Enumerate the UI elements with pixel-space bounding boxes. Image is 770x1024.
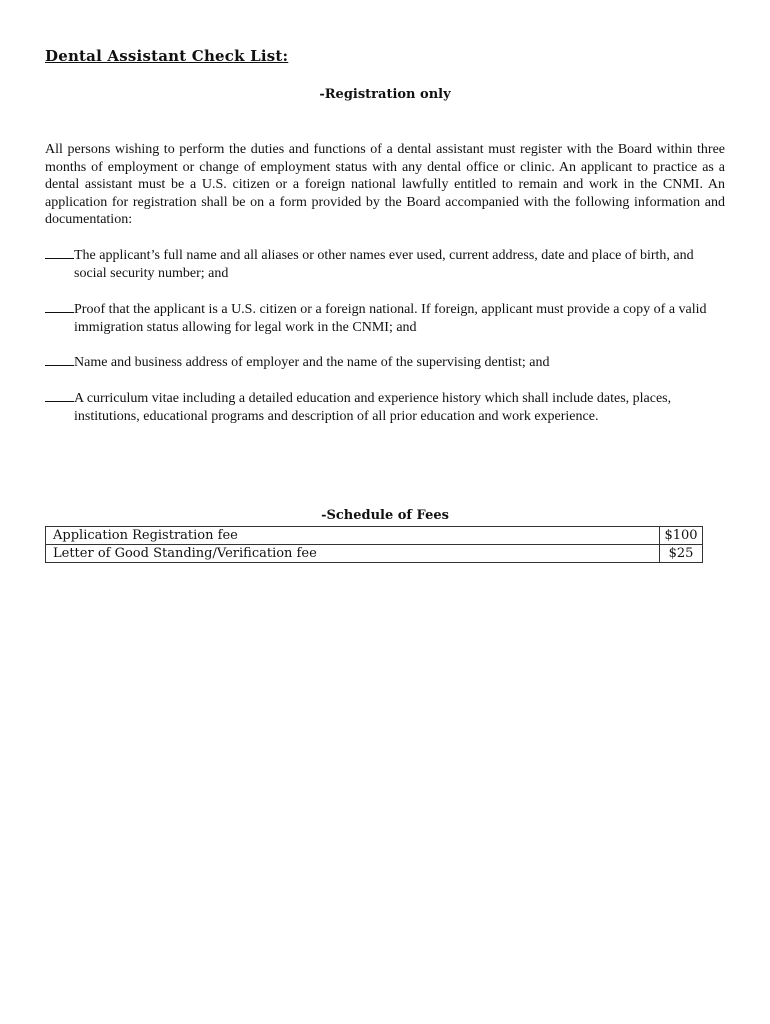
table-row: [46, 545, 703, 563]
fee-amount: $100: [660, 527, 703, 545]
checklist-item-text: A curriculum vitae including a detailed education and experience history which shall include dates, places, institutions, educational programs and description of all prior education and work experience.: [74, 391, 672, 424]
table-row: [46, 527, 703, 545]
checkbox-blank-line: [45, 389, 74, 402]
checklist-item-text: Proof that the applicant is a U.S. citizen or a foreign national. If foreign, applicant must provide a copy of a valid immigration status allowing for legal work in the CNMI; and: [74, 302, 707, 335]
checklist-item-text: The applicant’s full name and all aliases or other names ever used, current address, date and place of birth, and social security number; and: [74, 248, 694, 281]
document-title: Dental Assistant Check List:: [45, 47, 289, 65]
document-subtitle: -Registration only: [319, 87, 451, 102]
intro-paragraph: All persons wishing to perform the duties and functions of a dental assistant must register with the Board within three months of employment or change of employment status with any dental office or clinic. An applicant to practice as a dental assistant must be a U.S. citizen or a foreign national lawfully entitled to remain and work in the CNMI. An application for registration shall be on a form provided by the Board accompanied with the following information and documentation:: [45, 142, 725, 228]
checklist-item: [45, 300, 727, 336]
fee-label: Application Registration fee: [46, 527, 660, 545]
checkbox-blank-line: [45, 300, 74, 313]
fees-table: [45, 526, 703, 563]
fee-label: Letter of Good Standing/Verification fee: [46, 545, 660, 563]
checkbox-blank-line: [45, 246, 74, 259]
checklist-item-text: Name and business address of employer and the name of the supervising dentist; and: [74, 355, 550, 370]
checkbox-blank-line: [45, 353, 74, 366]
checklist-item: [45, 246, 727, 282]
checklist-item: [45, 353, 727, 372]
checklist-item: [45, 389, 727, 425]
fee-amount: $25: [660, 545, 703, 563]
fees-heading: -Schedule of Fees: [321, 508, 449, 523]
